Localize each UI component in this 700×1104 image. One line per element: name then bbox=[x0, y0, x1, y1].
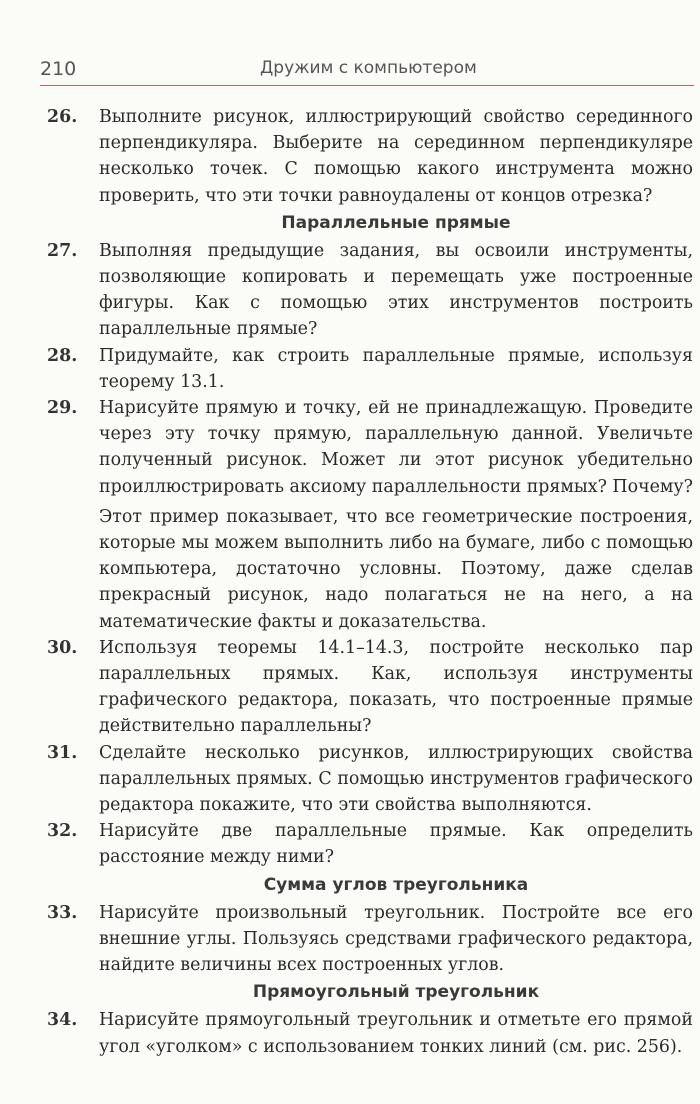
section-heading-angle-sum: Сумма углов треугольника bbox=[263, 874, 529, 895]
exercise-30 bbox=[47, 635, 693, 740]
exercise-text: Выполните рисунок, иллюстрирующий свойство серединного перпендикуляра. Выберите на серединном перпендикуляре несколько точек. С помощью какого инструмента можно проверить, что эти точки равноудалены от концов отрезка? bbox=[99, 107, 693, 206]
exercise-number: 27. bbox=[47, 240, 78, 261]
exercise-note: Этот пример показывает, что все геометрические построения, которые мы можем выполнить либо на бумаге, либо с помощью компьютера, достаточно условны. Поэтому, даже сделав прекрасный рисунок, надо полагаться не на него, а на математические факты и доказательства. bbox=[99, 506, 693, 632]
exercise-text: Используя теоремы 14.1–14.3, постройте несколько пар параллельных прямых. Как, используя инструменты графического редактора, показать, что построенные прямые действительно параллельны? bbox=[99, 637, 693, 737]
exercise-list bbox=[47, 104, 693, 1060]
page-header bbox=[40, 58, 696, 88]
exercise-32 bbox=[47, 818, 693, 870]
exercise-number: 34. bbox=[47, 1010, 78, 1031]
exercise-number: 30. bbox=[47, 637, 78, 658]
exercise-text: Нарисуйте произвольный треугольник. Постройте все его внешние углы. Пользуясь средствами графического редактора, найдите величины всех построенных углов. bbox=[99, 902, 693, 976]
exercise-number: 31. bbox=[47, 742, 78, 763]
page-number: 210 bbox=[40, 58, 77, 80]
exercise-27 bbox=[47, 238, 693, 343]
exercise-number: 29. bbox=[47, 398, 78, 419]
exercise-text: Нарисуйте две параллельные прямые. Как определить расстояние между ними? bbox=[99, 821, 693, 868]
exercise-text: Выполняя предыдущие задания, вы освоили инструменты, позволяющие копировать и перемещать уже построенные фигуры. Как с помощью этих инструментов построить параллельные прямые? bbox=[99, 240, 693, 340]
exercise-number: 26. bbox=[47, 107, 78, 127]
exercise-text: Нарисуйте прямую и точку, ей не принадлежащую. Проведите через эту точку прямую, параллельную данной. Увеличьте полученный рисунок. Может ли этот рисунок убедительно проиллюстрировать аксиому параллельности прямых? Почему? bbox=[99, 398, 693, 497]
exercise-number: 28. bbox=[47, 345, 78, 366]
exercise-26 bbox=[47, 104, 693, 209]
exercise-34 bbox=[47, 1007, 693, 1059]
section-heading-parallel-lines: Параллельные прямые bbox=[281, 212, 511, 233]
exercise-28 bbox=[47, 343, 693, 395]
running-title: Дружим с компьютером bbox=[260, 58, 477, 78]
exercise-29 bbox=[47, 395, 693, 635]
exercise-31 bbox=[47, 740, 693, 819]
header-rule bbox=[40, 85, 694, 86]
exercise-number: 32. bbox=[47, 821, 78, 842]
exercise-text: Нарисуйте прямоугольный треугольник и отметьте его прямой угол «уголком» с использованием тонких линий (см. рис. 256). bbox=[99, 1010, 693, 1057]
section-heading-right-triangle: Прямоугольный треугольник bbox=[252, 982, 540, 1003]
exercise-number: 33. bbox=[47, 902, 78, 923]
exercise-33 bbox=[47, 900, 693, 979]
exercise-text: Сделайте несколько рисунков, иллюстрирующих свойства параллельных прямых. С помощью инструментов графического редактора покажите, что эти свойства выполняются. bbox=[99, 742, 693, 816]
exercise-text: Придумайте, как строить параллельные прямые, используя теорему 13.1. bbox=[99, 345, 693, 392]
